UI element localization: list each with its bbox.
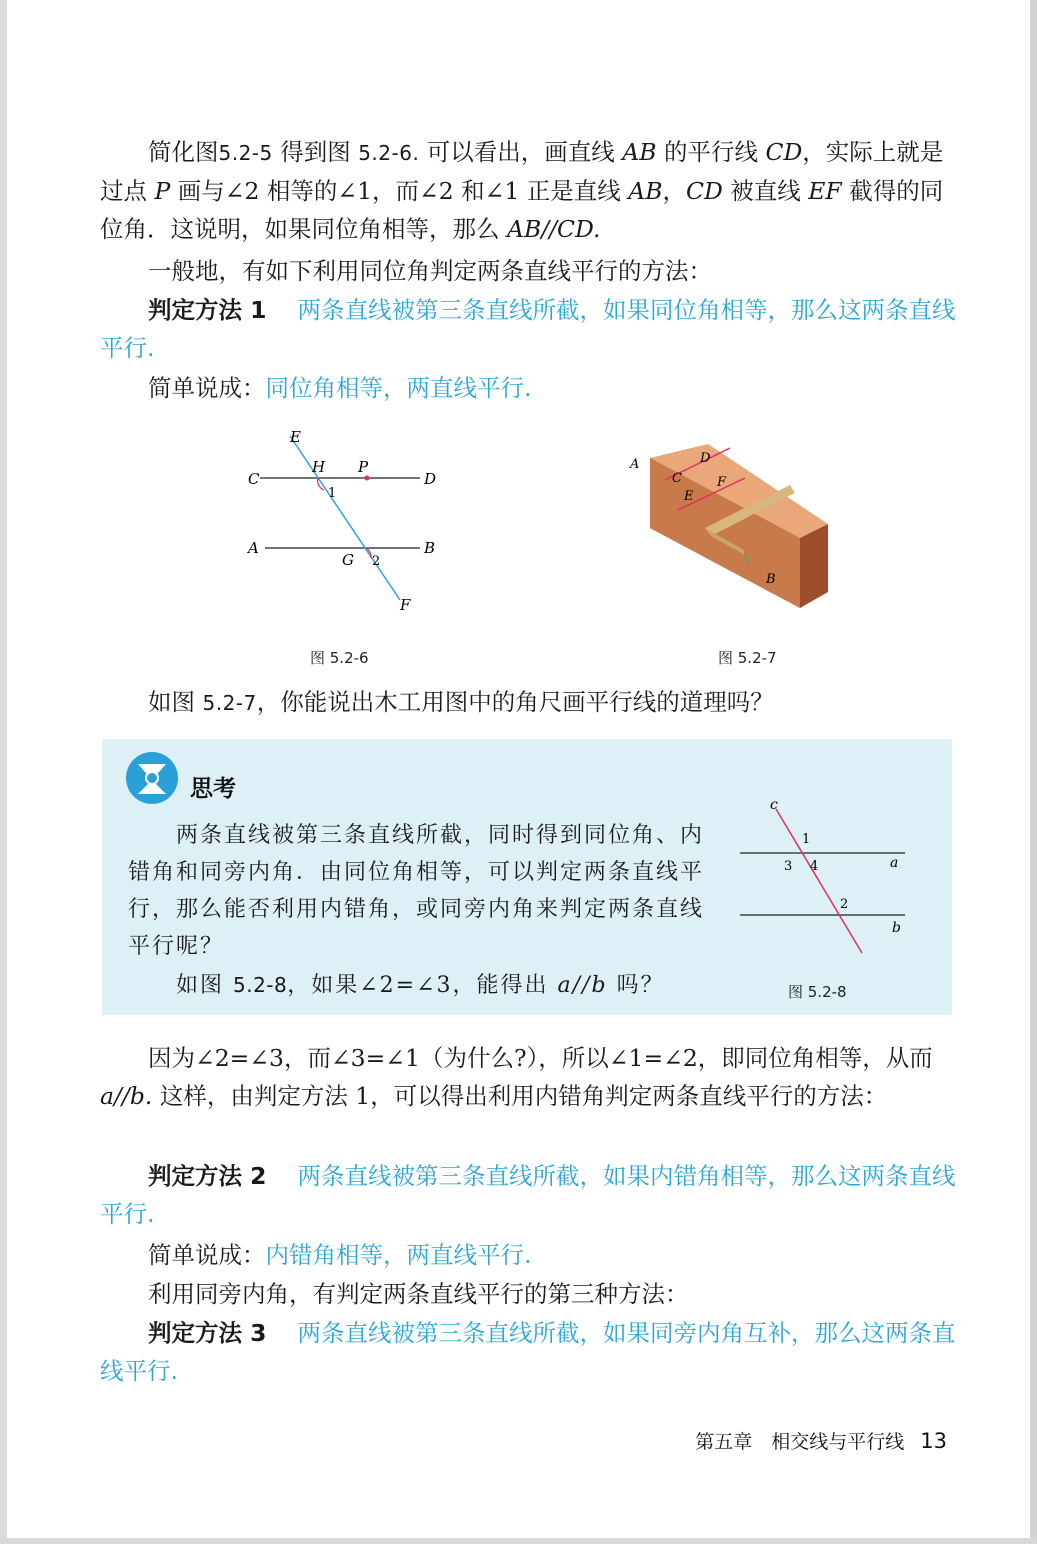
question: 如图 5.2-7，你能说出木工用图中的角尺画平行线的道理吗？ <box>148 688 774 716</box>
label-a: a <box>890 855 899 871</box>
label-c: c <box>770 797 778 813</box>
page-edge-bottom <box>0 1538 1037 1544</box>
figure-5-2-6 <box>240 420 460 620</box>
label-D: D <box>424 470 437 488</box>
page-edge-left <box>0 0 7 1544</box>
method-1-text: 两条直线被第三条直线所截，如果同位角相等，那么这两条直线平行. <box>100 296 956 362</box>
method-1 <box>100 291 960 367</box>
short-form-2: 简单说成：内错角相等，两直线平行. <box>148 1241 532 1269</box>
page-edge-right <box>1030 0 1037 1544</box>
caption-fig-5-2-8: 图 5.2-8 <box>788 983 847 1001</box>
paragraph-third-method: 利用同旁内角，有判定两条直线平行的第三种方法： <box>148 1280 689 1308</box>
method-3-text: 两条直线被第三条直线所截，如果同旁内角互补，那么这两条直线平行. <box>100 1319 956 1385</box>
label-C: C <box>672 471 682 486</box>
label-E: E <box>290 428 301 446</box>
page-number: 13 <box>920 1429 947 1453</box>
think-icon <box>124 750 180 806</box>
think-title: 思考 <box>190 776 236 802</box>
method-2-label: 判定方法 2 <box>148 1162 267 1190</box>
figure-5-2-7 <box>620 440 840 620</box>
paragraph-intro: 简化图5.2-5 得到图 5.2-6. 可以看出，画直线 AB 的平行线 CD，实际上就是过点 P 画与∠2 相等的∠1，而∠2 和∠1 正是直线 AB，CD 被直线 EF 截得的同位角．这说明，如果同位角相等，那么 AB//CD. <box>100 138 944 243</box>
method-2-text: 两条直线被第三条直线所截，如果内错角相等，那么这两条直线平行. <box>100 1162 956 1228</box>
think-paragraph: 两条直线被第三条直线所截，同时得到同位角、内错角和同旁内角．由同位角相等，可以判定两条直线平行，那么能否利用内错角，或同旁内角来判定两条直线平行呢？ <box>128 823 705 959</box>
paragraph-proof: 因为∠2=∠3，而∠3=∠1（为什么?），所以∠1=∠2，即同位角相等，从而 a//b. 这样，由判定方法 1，可以得出利用内错角判定两条直线平行的方法： <box>100 1044 933 1110</box>
page-footer <box>695 1427 947 1454</box>
label-angle-2: 2 <box>372 554 381 569</box>
label-angle-3: 3 <box>784 859 793 874</box>
label-angle-4: 4 <box>810 859 819 874</box>
chapter-title: 第五章 相交线与平行线 <box>695 1431 905 1453</box>
label-D: D <box>700 451 711 466</box>
label-angle-1: 1 <box>328 486 337 501</box>
label-G: G <box>342 551 354 569</box>
label-F: F <box>400 596 411 614</box>
label-E: E <box>684 489 694 504</box>
label-angle-1: 1 <box>802 832 811 847</box>
method-3-label: 判定方法 3 <box>148 1319 267 1347</box>
label-A: A <box>248 539 259 557</box>
label-B: B <box>424 539 436 557</box>
method-2 <box>100 1157 960 1233</box>
short-form-1: 简单说成：同位角相等，两直线平行. <box>148 374 532 402</box>
caption-fig-5-2-7: 图 5.2-7 <box>718 649 777 667</box>
think-question: 如图 5.2-8，如果∠2=∠3，能得出 a//b 吗？ <box>176 973 665 998</box>
label-C: C <box>248 470 260 488</box>
label-B: B <box>766 572 776 587</box>
label-H: H <box>312 458 326 476</box>
paragraph-general: 一般地，有如下利用同位角判定两条直线平行的方法： <box>148 257 712 285</box>
label-angle-2: 2 <box>840 897 849 912</box>
method-3 <box>100 1314 960 1390</box>
method-1-label: 判定方法 1 <box>148 296 267 324</box>
figure-5-2-8 <box>730 795 930 965</box>
caption-fig-5-2-6: 图 5.2-6 <box>310 649 369 667</box>
label-A: A <box>630 457 640 472</box>
label-P: P <box>358 458 369 476</box>
label-b: b <box>892 920 901 936</box>
label-F: F <box>717 475 727 490</box>
